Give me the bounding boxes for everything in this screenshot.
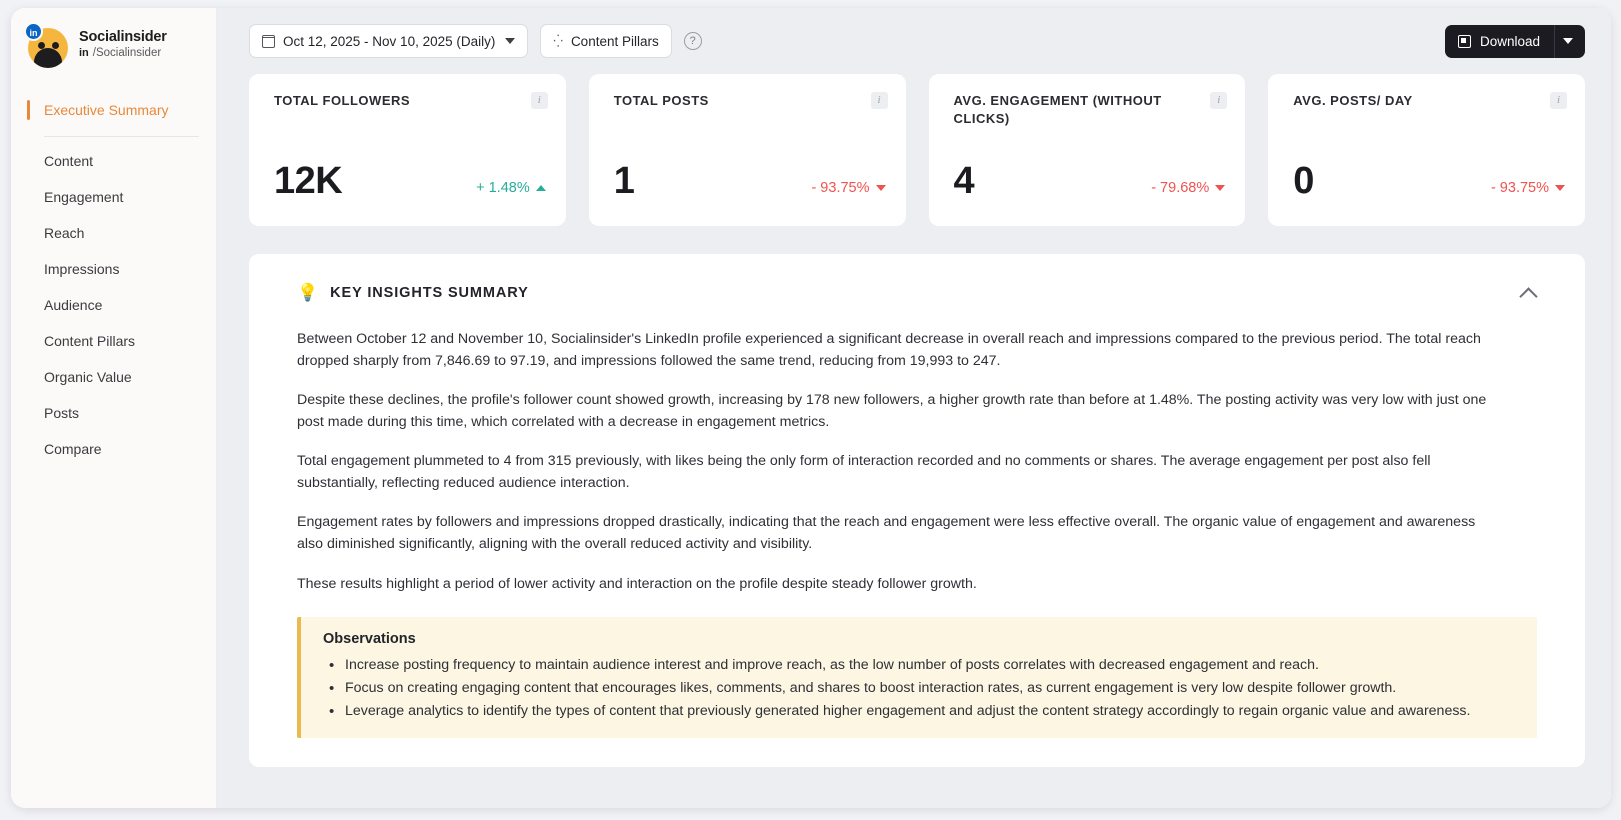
sidebar-item-compare[interactable]: Compare bbox=[44, 441, 102, 457]
kpi-card-avg-posts-per-day bbox=[1268, 74, 1585, 226]
observation-item: • Leverage analytics to identify the types of content that previously generated higher engagement and adjust the content strategy accordingly to regain organic value and awareness. bbox=[323, 700, 1517, 723]
download-button[interactable] bbox=[1445, 25, 1585, 58]
kpi-card-avg-engagement bbox=[929, 74, 1246, 226]
kpi-delta-label: - 93.75% bbox=[811, 180, 870, 196]
brand-handle bbox=[79, 47, 167, 59]
kpi-title: TOTAL POSTS bbox=[613, 93, 709, 108]
trend-up-icon bbox=[536, 185, 546, 191]
observations-box bbox=[297, 617, 1537, 738]
date-range-label: Oct 12, 2025 - Nov 10, 2025 (Daily) bbox=[283, 33, 496, 49]
observations-title: Observations bbox=[323, 631, 416, 648]
info-icon[interactable]: i bbox=[871, 92, 888, 109]
observation-item: • Increase posting frequency to maintain audience interest and improve reach, as the low number of posts correlates with decreased engagement and reach. bbox=[323, 654, 1517, 677]
kpi-delta bbox=[1151, 180, 1225, 200]
insight-paragraph: Despite these declines, the profile's follower count showed growth, increasing by 178 new followers, a higher growth rate than before at 1.48%. The posting activity was very low with just one post made during this time, which correlated with a decrease in engagement metrics. bbox=[297, 392, 1487, 430]
sidebar-item-organic-value[interactable]: Organic Value bbox=[44, 369, 132, 385]
kpi-delta bbox=[811, 180, 885, 200]
observation-item: • Focus on creating engaging content that encourages likes, comments, and shares to boost interaction rates, as current engagement is very low despite follower growth. bbox=[323, 677, 1517, 700]
linkedin-avatar-icon bbox=[28, 26, 70, 68]
trend-down-icon bbox=[1555, 185, 1565, 191]
content-pillars-label: Content Pillars bbox=[570, 33, 659, 49]
kpi-value: 4 bbox=[953, 160, 975, 202]
insight-paragraph: Total engagement plummeted to 4 from 315 previously, with likes being the only form of interaction recorded and no comments or shares. The average engagement per post also fell substantially, reflecting reduced audience interaction. bbox=[297, 453, 1431, 491]
sidebar-item-executive-summary[interactable]: Executive Summary bbox=[11, 92, 216, 128]
info-icon[interactable]: i bbox=[1550, 92, 1567, 109]
date-range-picker[interactable] bbox=[249, 24, 528, 58]
pillars-icon: ⁛ bbox=[553, 34, 563, 48]
network-label: in bbox=[79, 47, 89, 59]
sidebar-item-impressions[interactable]: Impressions bbox=[44, 261, 120, 277]
download-label: Download bbox=[1479, 33, 1540, 49]
kpi-delta-label: - 79.68% bbox=[1151, 180, 1210, 196]
info-icon[interactable]: i bbox=[531, 92, 548, 109]
sidebar-nav bbox=[11, 92, 216, 467]
app-window bbox=[11, 8, 1611, 808]
sidebar-item-engagement[interactable]: Engagement bbox=[44, 189, 124, 205]
download-dropdown-toggle[interactable] bbox=[1554, 25, 1585, 58]
kpi-delta-label: - 93.75% bbox=[1490, 180, 1549, 196]
insight-paragraph: Engagement rates by followers and impressions dropped drastically, indicating that the reach and engagement were less effective overall. The organic value of engagement and awareness also diminished significantly, aligning with the overall reduced activity and visibility. bbox=[297, 514, 1476, 553]
content-pillars-filter[interactable] bbox=[540, 24, 671, 58]
kpi-row bbox=[217, 74, 1611, 226]
sidebar-item-posts[interactable]: Posts bbox=[44, 405, 80, 421]
chevron-down-icon bbox=[1563, 38, 1573, 44]
brand-name: Socialinsider bbox=[79, 29, 167, 45]
lightbulb-icon: 💡 bbox=[297, 283, 319, 302]
kpi-title: AVG. ENGAGEMENT (WITHOUT CLICKS) bbox=[953, 93, 1162, 126]
insight-paragraph: These results highlight a period of lower activity and interaction on the profile despite steady follower growth. bbox=[297, 575, 977, 592]
trend-down-icon bbox=[1215, 185, 1225, 191]
kpi-title: TOTAL FOLLOWERS bbox=[274, 93, 411, 108]
kpi-value: 12K bbox=[274, 160, 343, 202]
kpi-title: AVG. POSTS/ DAY bbox=[1293, 93, 1413, 108]
toolbar bbox=[217, 8, 1611, 74]
info-icon[interactable]: i bbox=[1210, 92, 1227, 109]
main-content bbox=[217, 8, 1611, 808]
insights-header bbox=[297, 284, 1537, 301]
trend-down-icon bbox=[876, 185, 886, 191]
sidebar-item-reach[interactable]: Reach bbox=[44, 225, 85, 241]
observations-list bbox=[323, 654, 1517, 722]
handle-label: /Socialinsider bbox=[92, 47, 162, 59]
sidebar-item-content-pillars[interactable]: Content Pillars bbox=[44, 333, 136, 349]
linkedin-badge-icon: in bbox=[24, 22, 43, 41]
chevron-down-icon bbox=[505, 38, 515, 44]
key-insights-panel bbox=[249, 254, 1585, 767]
kpi-card-total-posts bbox=[589, 74, 906, 226]
insights-title: KEY INSIGHTS SUMMARY bbox=[330, 284, 529, 301]
kpi-delta-label: + 1.48% bbox=[476, 180, 530, 196]
kpi-value: 0 bbox=[1293, 160, 1314, 202]
kpi-delta bbox=[476, 180, 546, 200]
calendar-icon bbox=[262, 35, 275, 48]
kpi-card-total-followers bbox=[249, 74, 566, 226]
insight-paragraph: Between October 12 and November 10, Socialinsider's LinkedIn profile experienced a significant decrease in overall reach and impressions compared to the previous period. The total reach dropped sharply from 7,846.69 to 97.19, and impressions followed the same trend, reducing from 19,993 to 247. bbox=[297, 331, 1481, 369]
sidebar-divider bbox=[44, 136, 199, 137]
sidebar-item-audience[interactable]: Audience bbox=[44, 297, 103, 313]
kpi-delta bbox=[1491, 180, 1565, 200]
sidebar-item-content[interactable]: Content bbox=[44, 153, 94, 169]
brand bbox=[11, 8, 216, 68]
download-icon bbox=[1458, 35, 1471, 48]
kpi-value: 1 bbox=[613, 160, 635, 202]
help-icon[interactable]: ? bbox=[684, 32, 702, 50]
sidebar bbox=[11, 8, 217, 808]
